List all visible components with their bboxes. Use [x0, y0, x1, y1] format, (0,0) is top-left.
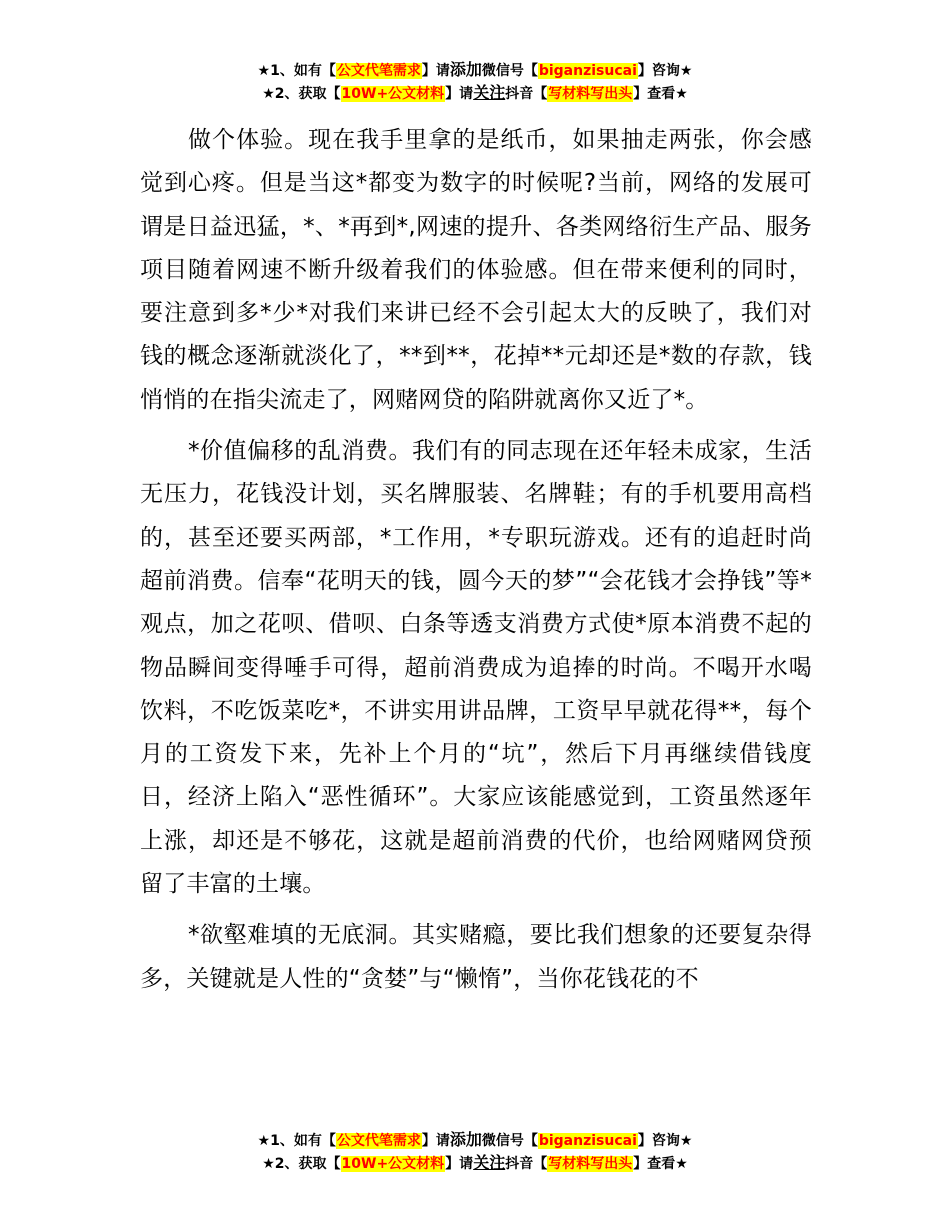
douyin-id-highlight: 写材料写出头: [548, 1156, 633, 1172]
banner-line-2: [0, 1152, 950, 1175]
document-body: [140, 119, 812, 1001]
banner-text: 抖音【: [505, 1156, 548, 1172]
banner-emphasis: 添加: [449, 1130, 482, 1149]
banner-emphasis: 关注: [473, 1153, 506, 1172]
banner-text: 】请: [421, 63, 450, 79]
banner-line-1: [0, 1129, 950, 1152]
banner-text: 抖音【: [505, 86, 548, 102]
banner-suffix: 】查看★: [633, 86, 688, 102]
banner-text: 微信号【: [481, 1133, 538, 1149]
banner-prefix: ★2、获取【: [262, 1156, 341, 1172]
materials-highlight: 10W+公文材料: [341, 1156, 445, 1172]
body-paragraph: *价值偏移的乱消费。我们有的同志现在还年轻未成家，生活无压力，花钱没计划，买名牌服装、名牌鞋；有的手机要用高档的，甚至还要买两部，*工作用，*专职玩游戏。还有的追赶时尚超前消费。信奉“花明天的钱，圆今天的梦”“会花钱才会挣钱”等*观点，加之花呗、借呗、白条等透支消费方式使*原本消费不起的物品瞬间变得唾手可得，超前消费成为追捧的时尚。不喝开水喝饮料，不吃饭菜吃*，不讲实用讲品牌，工资早早就花得**，每个月的工资发下来，先补上个月的“坑”，然后下月再继续借钱度日，经济上陷入“恶性循环”。大家应该能感觉到，工资虽然逐年上涨，却还是不够花，这就是超前消费的代价，也给网赌网贷预留了丰富的土壤。: [140, 438, 812, 898]
service-highlight: 公文代笔需求: [336, 63, 421, 79]
banner-line-1: [0, 59, 950, 82]
banner-emphasis: 添加: [449, 60, 482, 79]
banner-text: 】请: [421, 1133, 450, 1149]
top-banner: [0, 59, 950, 105]
banner-prefix: ★2、获取【: [262, 86, 341, 102]
service-highlight: 公文代笔需求: [336, 1133, 421, 1149]
banner-line-2: [0, 82, 950, 105]
banner-prefix: ★1、如有【: [257, 1133, 336, 1149]
wechat-id-highlight: biganzisucai: [538, 1133, 637, 1149]
banner-text: 】请: [445, 86, 474, 102]
body-paragraph: 做个体验。现在我手里拿的是纸币，如果抽走两张，你会感觉到心疼。但是当这*都变为数字的时候呢?当前，网络的发展可谓是日益迅猛，*、*再到*,网速的提升、各类网络衍生产品、服务项目随着网速不断升级着我们的体验感。但在带来便利的同时，要注意到多*少*对我们来讲已经不会引起太大的反映了，我们对钱的概念逐渐就淡化了，**到**，花掉**元却还是*数的存款，钱悄悄的在指尖流走了，网赌网贷的陷阱就离你又近了*。: [140, 127, 812, 413]
banner-suffix: 】咨询★: [637, 1133, 693, 1149]
banner-prefix: ★1、如有【: [257, 63, 336, 79]
banner-suffix: 】查看★: [633, 1156, 688, 1172]
douyin-id-highlight: 写材料写出头: [548, 86, 633, 102]
body-paragraph: *欲壑难填的无底洞。其实赌瘾，要比我们想象的还要复杂得多，关键就是人性的“贪婪”与“懒惰”，当你花钱花的不: [140, 922, 812, 992]
banner-suffix: 】咨询★: [637, 63, 693, 79]
banner-text: 】请: [445, 1156, 474, 1172]
wechat-id-highlight: biganzisucai: [538, 63, 637, 79]
banner-text: 微信号【: [481, 63, 538, 79]
bottom-banner: [0, 1129, 950, 1175]
materials-highlight: 10W+公文材料: [341, 86, 445, 102]
banner-emphasis: 关注: [473, 83, 506, 102]
